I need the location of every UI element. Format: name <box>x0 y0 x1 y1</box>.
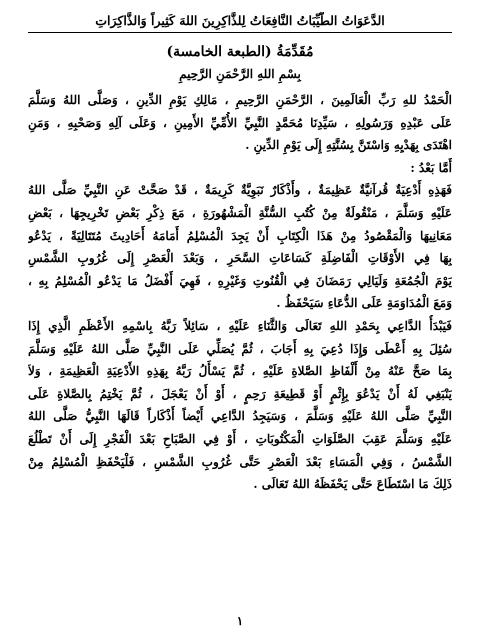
text-line: يَوْمَ الْجُمُعَةِ وَلَيَالِي رَمَضَانَ فِي الْقُنُوتِ وَغَيْرِهِ ، فَهِيَ أَفْضَلُ مَا يَدْعُو الْمُسْلِمُ بِهِ ، <box>28 273 452 288</box>
basmala: بِسْمِ اللهِ الرَّحْمَنِ الرَّحِيمِ <box>179 67 301 81</box>
text-line: سُئِلَ بِهِ أَعْطَى وَإِذَا دُعِيَ بِهِ أَجَابَ ، ثُمَّ يُصَلِّي عَلَى النَّبِيِّ صَلَّى اللهُ عَلَيْهِ وَسَلَّمَ <box>28 341 452 356</box>
text-line: مَعَانِيهَا وَالْمَقْصُودُ مِنْ هَذَا الْكِتَابِ أَنْ يَجِدَ الْمُسْلِمُ أَمَامَهُ أَحَادِيثَ مُتَتَالِيَةً ، يَدْعُو <box>28 228 452 243</box>
page-number: ١ <box>236 614 244 628</box>
text-line: بِهَا فِي الأَوْقَاتِ الْفَاضِلَةِ كَسَاعَاتِ السَّحَرِ ، وَبَعْدَ الْعَصْرِ إِلَى غُرُوبِ الشَّمْسِ <box>28 251 452 266</box>
paragraph-method <box>28 315 452 496</box>
body-text <box>28 89 452 496</box>
text-line: الشَّمْسُ ، وَفِي الْمَسَاءِ بَعْدَ الْعَصْرِ حَتَّى غُرُوبِ الشَّمْسِ ، فَلْيَحْفَظِ الْمُسْلِمُ مِنْ <box>28 454 452 469</box>
text-line: وَمَعَ الْمُدَاوَمَةِ عَلَى الدُّعَاءِ سَيَحْفَظُ . <box>276 296 452 311</box>
text-line: عَلَيْهِ وَسَلَّمَ عَقِبَ الصَّلَوَاتِ الْمَكْتُوبَاتِ ، أَوْ فِي الصَّبَاحِ بَعْدَ الْفَجْرِ إِلَى أَنْ تَطْلُعَ <box>28 431 452 446</box>
text-line: يَنْبَغِي لَهُ أَنْ يَدْعُوَ بِإِثْمٍ أَوْ قَطِيعَةِ رَحِمٍ ، أَوْ أَنْ يَعْجَلَ ، ثُمَّ يَخْتِمُ بِالصَّلاةِ عَلَى <box>28 386 452 401</box>
text-line: فَهَذِهِ أَدْعِيَةٌ قُرآنيَّةٌ عَظِيمَةٌ ، وأَذْكَارٌ نَبَوِيَّةٌ كَرِيمَةٌ ، قَدْ صَحَّتْ عَنِ النَّبِيِّ صَلَّى اللهُ <box>28 183 452 198</box>
running-header: الدَّعَوَاتُ الطَّيِّبَاتُ النَّافِعَاتُ لِلذَّاكِرِينَ اللهَ كَثِيراً وَالذَّاكِرَاتِ <box>28 12 452 33</box>
text-line: فَيَبْدَأُ الدَّاعِي بِحَمْدِ اللهِ تَعَالَى وَالثَّنَاءِ عَلَيْهِ ، سَائِلاً رَبَّهُ بِاسْمِهِ الأَعْظَمِ الَّذِي إِذَا <box>28 318 452 333</box>
paragraph-opening <box>28 89 452 179</box>
paragraph-purpose <box>28 179 452 315</box>
text-line: ذَلِكَ مَا اسْتَطَاعَ حَتَّى يَحْفَظَهُ اللهُ تَعَالَى . <box>253 477 452 492</box>
text-line: النَّبِيِّ صَلَّى اللهُ عَلَيْهِ وَسَلَّمَ ، وَسَيَجِدُ الدَّاعِي أَيْضاً أَذْكَاراً قَالَهَا النَّبِيُّ صَلَّى اللهُ <box>28 409 452 424</box>
text-line: بِمَا صَحَّ عَنْهُ مِنْ أَلْفَاظِ الصَّلاةِ عَلَيْهِ ، ثُمَّ يَسْأَلُ رَبَّهُ بِهَذِهِ الأَدْعِيَةِ الْعَظِيمَةِ ، وَلاَ <box>28 364 452 379</box>
text-line: عَلَيْهِ وَسَلَّمَ ، مَنْقُولَةٌ مِنْ كُتُبِ السُّنَّةِ الْمَشْهُورَةِ ، مَعَ ذِكْرِ بَعْضِ تَخْرِيجِهَا ، بَعْضِ <box>28 205 452 220</box>
text-line: أَمَّا بَعْدُ : <box>410 160 452 175</box>
section-title: مُقَدِّمَةُ (الطبعة الخامسة) <box>166 44 314 60</box>
text-line: عَلَى عَبْدِهِ وَرَسُولِهِ ، سَيِّدِنَا مُحَمَّدٍ النَّبِيِّ الأُمِّيِّ الأَمِينِ ، وَعَلَى آلِهِ وَصَحْبِهِ ، وَمَنِ <box>28 115 452 130</box>
text-line: الْحَمْدُ للهِ رَبِّ الْعَالَمِينَ ، الرَّحْمَنِ الرَّحِيمِ ، مَالِكِ يَوْمِ الدِّينِ ، وَصَلَّى اللهُ وَسَلَّمَ <box>28 93 452 107</box>
text-line: اهْتَدَى بِهَدْيِهِ وَاسْتَنَّ بِسُنَّتِهِ إِلَى يَوْمِ الدِّينِ . <box>245 138 452 153</box>
